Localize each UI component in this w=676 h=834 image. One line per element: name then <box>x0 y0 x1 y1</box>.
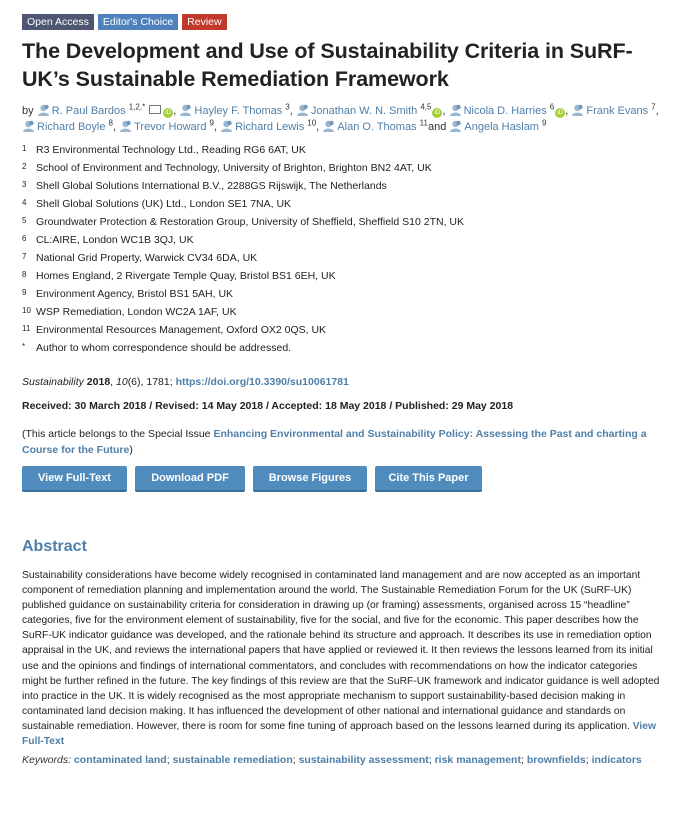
keyword-link[interactable]: contaminated land <box>73 754 167 767</box>
affiliation-text: R3 Environmental Technology Ltd., Reading RG6 6AT, UK <box>36 144 306 156</box>
affiliation-item <box>22 143 662 161</box>
author-name-link[interactable]: Angela Haslam <box>464 121 539 133</box>
special-issue-suffix: ) <box>129 444 133 456</box>
action-buttons <box>22 466 662 492</box>
affiliation-text: Groundwater Protection & Restoration Group, University of Sheffield, Sheffield S10 2TN, UK <box>36 216 464 228</box>
special-issue-note <box>22 426 662 458</box>
affiliation-text: Shell Global Solutions International B.V., 2288GS Rijswijk, The Netherlands <box>36 180 387 192</box>
author-entry: R. Paul Bardos $^{1,2,*}$ iD , <box>37 105 177 117</box>
affiliation-list <box>22 143 662 359</box>
affiliation-item <box>22 215 662 233</box>
author-name-link[interactable]: Richard Boyle <box>37 121 106 133</box>
affiliation-number: 4 <box>22 198 27 207</box>
email-icon[interactable] <box>149 105 161 114</box>
author-entry: Nicola D. Harries $^6$iD , <box>449 105 569 117</box>
author-profile-icon[interactable] <box>37 104 50 116</box>
affiliation-number: 5 <box>22 216 27 225</box>
article-title: The Development and Use of Sustainability Criteria in SuRF-UK’s Sustainable Remediation Framework <box>22 39 633 91</box>
affiliation-text: Environment Agency, Bristol BS1 5AH, UK <box>36 288 234 300</box>
orcid-icon[interactable]: iD <box>555 108 565 118</box>
author-name-link[interactable]: Richard Lewis <box>235 121 305 133</box>
cite-this-paper-button[interactable]: Cite This Paper <box>375 466 482 492</box>
citation-issue-pages: (6), 1781; <box>127 376 176 388</box>
affiliation-number: 6 <box>22 234 27 243</box>
author-affiliation-sup: 6 <box>549 102 555 112</box>
affiliation-number: 11 <box>22 324 31 333</box>
review-badge[interactable]: Review <box>182 14 226 30</box>
affiliation-text: Shell Global Solutions (UK) Ltd., London SE1 7NA, UK <box>36 198 292 210</box>
author-affiliation-sup: 9 <box>542 118 547 128</box>
author-profile-icon[interactable] <box>296 104 309 116</box>
citation-year: 2018 <box>86 376 111 388</box>
author-entry <box>322 118 447 133</box>
author-affiliation-sup: 1,2,* <box>128 102 146 112</box>
keyword-link[interactable]: risk management <box>434 754 521 767</box>
affiliation-number: 2 <box>22 162 27 171</box>
affiliation-item <box>22 197 662 215</box>
by-label: by <box>22 105 34 117</box>
keywords-label: Keywords: <box>22 754 74 767</box>
author-profile-icon[interactable] <box>571 104 584 116</box>
author-name-link[interactable]: Hayley F. Thomas <box>194 105 283 117</box>
author-profile-icon[interactable] <box>119 120 132 132</box>
keyword-link[interactable]: sustainable remediation <box>172 754 293 767</box>
special-issue-link[interactable]: Enhancing Environmental and Sustainability Policy: Assessing the Past and charting a Course for the Future <box>22 428 647 456</box>
affiliation-item <box>22 251 662 269</box>
author-affiliation-sup: 8 <box>108 118 113 128</box>
doi-link[interactable]: https://doi.org/10.3390/su10061781 <box>175 376 349 388</box>
author-name-link[interactable]: Jonathan W. N. Smith <box>310 105 418 117</box>
orcid-icon[interactable]: iD <box>432 108 442 118</box>
affiliation-item <box>22 323 662 341</box>
abstract-body <box>22 568 662 749</box>
affiliation-item <box>22 305 662 323</box>
author-name-link[interactable]: R. Paul Bardos <box>51 105 126 117</box>
author-entry: Frank Evans $^7$, <box>571 105 658 117</box>
publication-dates: Received: 30 March 2018 / Revised: 14 May 2018 / Accepted: 18 May 2018 / Published: 29 May 2018 <box>22 400 514 412</box>
affiliation-number: 10 <box>22 306 31 315</box>
author-list <box>22 103 662 135</box>
special-issue-prefix: (This article belongs to the Special Issue <box>22 428 214 440</box>
affiliation-text: WSP Remediation, London WC2A 1AF, UK <box>36 306 237 318</box>
affiliation-item <box>22 161 662 179</box>
affiliation-item <box>22 269 662 287</box>
author-entry <box>449 118 547 133</box>
affiliation-text: Homes England, 2 Rivergate Temple Quay, Bristol BS1 6EH, UK <box>36 270 336 282</box>
author-name-link[interactable]: Frank Evans <box>586 105 649 117</box>
editors-choice-badge[interactable]: Editor's Choice <box>98 14 178 30</box>
affiliation-item <box>22 179 662 197</box>
author-affiliation-sup: 9 <box>209 118 214 128</box>
author-profile-icon[interactable] <box>220 120 233 132</box>
author-entry: Hayley F. Thomas $^3$, <box>179 105 292 117</box>
affiliation-number: 1 <box>22 144 27 153</box>
author-affiliation-sup: 10 <box>307 118 317 128</box>
author-affiliation-sup: 7 <box>651 102 656 112</box>
author-affiliation-sup: 3 <box>285 102 290 112</box>
affiliation-number: 7 <box>22 252 27 261</box>
keyword-link[interactable]: sustainability assessment <box>298 754 429 767</box>
author-name-link[interactable]: Alan O. Thomas <box>337 121 417 133</box>
abstract-heading: Abstract <box>22 538 87 555</box>
abstract-text: Sustainability considerations have become widely recognised in contaminated land management and are now accepted as an important component of remediation planning and implementation around the world. The Sustainable Remediation Forum for the UK (SuRF-UK) published guidance on sustainability criteria for consideration in drawing up (or framing) assessments, organised across 15 “headline” categories, five for the environment element of sustainability, five for the social, and five for the economic. This paper describes how the SuRF-UK indicator guidance was developed, and the rationale behind its structure and approach. It describes its use in remediation option appraisal in the UK, and reviews the international papers that have applied or reviewed it. It then reviews the lessons learned from its initial use and the opinions and findings of international commentators, and concludes with recommendations on how the indicator categories might be further refined in the future. The key findings of this review are that the SuRF-UK framework and indicator guidance is well adopted into practice in the UK. It is widely recognised as the most appropriate mechanism to support sustainability-based decision making in contaminated land decision making. It has influenced the development of other national and international guidance and standards on sustainable remediation. However, there is room for some fine tuning of approach based on the lessons learned during its application. <box>22 570 660 732</box>
author-entry: Richard Boyle $^8$, <box>22 121 116 133</box>
affiliation-number: 8 <box>22 270 27 279</box>
affiliation-text: CL:AIRE, London WC1B 3QJ, UK <box>36 234 194 246</box>
affiliation-item <box>22 287 662 305</box>
and-label: and <box>427 121 447 133</box>
author-profile-icon[interactable] <box>449 120 462 132</box>
affiliation-number: 3 <box>22 180 27 189</box>
affiliation-text: National Grid Property, Warwick CV34 6DA, UK <box>36 252 258 264</box>
badge-row <box>22 14 662 30</box>
author-name-link[interactable]: Trevor Howard <box>134 121 207 133</box>
author-profile-icon[interactable] <box>22 120 35 132</box>
affiliation-number: 9 <box>22 288 27 297</box>
affiliation-number: * <box>22 342 26 351</box>
author-profile-icon[interactable] <box>449 104 462 116</box>
browse-figures-button[interactable]: Browse Figures <box>253 466 367 492</box>
orcid-icon[interactable]: iD <box>163 108 173 118</box>
author-entry: Jonathan W. N. Smith $^{4,5}$iD , <box>296 105 446 117</box>
abstract-full-text-link[interactable]: View Full-Text <box>22 720 657 748</box>
keyword-link[interactable]: brownfields <box>526 754 586 767</box>
journal-name: Sustainability <box>22 376 84 388</box>
affiliation-text: Author to whom correspondence should be addressed. <box>36 342 292 354</box>
open-access-badge[interactable]: Open Access <box>22 14 94 30</box>
author-affiliation-sup: 11 <box>419 118 428 128</box>
affiliation-text: School of Environment and Technology, University of Brighton, Brighton BN2 4AT, UK <box>36 162 432 174</box>
affiliation-item <box>22 233 662 251</box>
download-pdf-button[interactable]: Download PDF <box>135 466 245 492</box>
view-full-text-button[interactable]: View Full-Text <box>22 466 127 492</box>
author-profile-icon[interactable] <box>179 104 192 116</box>
citation-line: Sustainability 2018, 10(6), 1781; https://doi.org/10.3390/su10061781 <box>22 376 349 388</box>
author-entry: Richard Lewis $^{10}$, <box>220 121 319 133</box>
keywords: Keywords: contaminated land; sustainable remediation; sustainability assessment; risk management; brownfields; indicators <box>22 754 642 767</box>
author-affiliation-sup: 4,5 <box>420 102 432 112</box>
affiliation-text: Environmental Resources Management, Oxford OX2 0QS, UK <box>36 324 327 336</box>
affiliation-item <box>22 341 662 359</box>
author-name-link[interactable]: Nicola D. Harries <box>463 105 547 117</box>
author-profile-icon[interactable] <box>322 120 335 132</box>
citation-volume: 10 <box>116 376 128 388</box>
keyword-link[interactable]: indicators <box>591 754 642 767</box>
author-entry: Trevor Howard $^9$, <box>119 121 217 133</box>
